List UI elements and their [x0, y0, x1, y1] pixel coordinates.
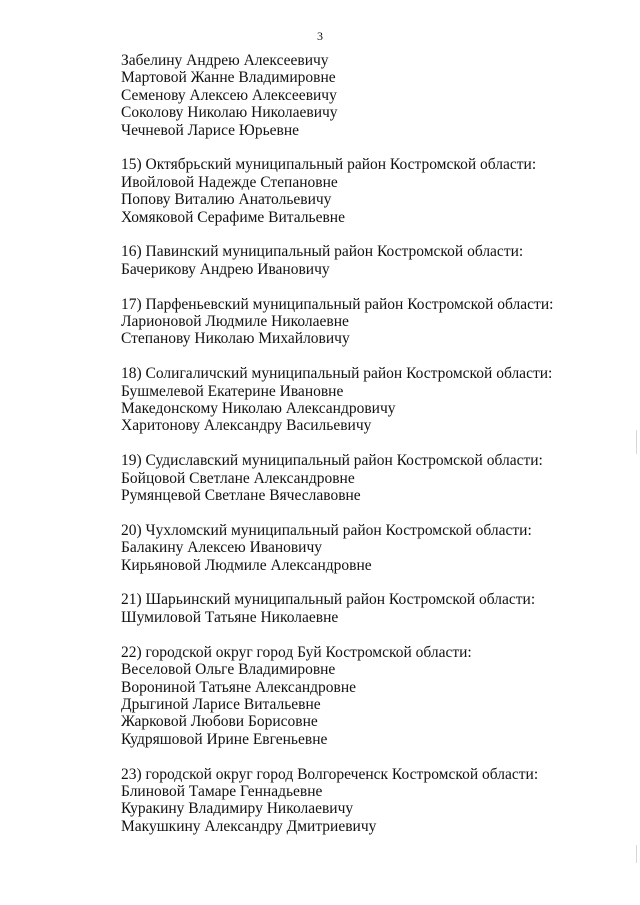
scan-artifact-line: [636, 845, 637, 863]
recipient-name: Кирьяновой Людмиле Александровне: [121, 556, 372, 574]
section-21: [121, 591, 621, 626]
district-heading: 22) городской округ город Буй Костромской области:: [121, 643, 472, 661]
recipient-name: Харитонову Александру Васильевичу: [121, 417, 372, 435]
recipient-name: Куракину Владимиру Николаевичу: [121, 800, 354, 818]
section-15: [121, 156, 621, 226]
recipient-name: Ларионовой Людмиле Николаевне: [121, 313, 349, 331]
section-20: [121, 522, 621, 574]
district-heading: 23) городской округ город Волгореченск Костромской области:: [121, 765, 539, 783]
section-18: [121, 365, 621, 435]
award-list: [121, 52, 621, 853]
recipient-name: Забелину Андрею Алексеевичу: [121, 52, 329, 69]
recipient-name: Веселовой Ольге Владимировне: [121, 661, 336, 679]
recipient-name: Блиновой Тамаре Геннадьевне: [121, 782, 323, 800]
section-16: [121, 243, 621, 278]
section-19: [121, 452, 621, 504]
recipient-name: Бачерикову Андрею Ивановичу: [121, 260, 330, 278]
district-heading: 15) Октябрьский муниципальный район Костромской области:: [121, 156, 537, 174]
page-number: 3: [317, 29, 323, 43]
recipient-name: Шумиловой Татьяне Николаевне: [121, 608, 339, 626]
recipient-name: Чечневой Ларисе Юрьевне: [121, 121, 300, 139]
district-heading: 17) Парфеньевский муниципальный район Костромской области:: [121, 295, 554, 313]
section-23: [121, 766, 621, 836]
district-heading: 21) Шарьинский муниципальный район Костромской области:: [121, 591, 536, 609]
recipient-name: Ивойловой Надежде Степановне: [121, 173, 338, 191]
district-heading: 19) Судиславский муниципальный район Костромской области:: [121, 452, 543, 470]
recipient-name: Дрыгиной Ларисе Витальевне: [121, 695, 321, 713]
recipient-name: Ворониной Татьяне Александровне: [121, 678, 357, 696]
recipient-name: Хомяковой Серафиме Витальевне: [121, 208, 345, 226]
recipient-name: Балакину Алексею Ивановичу: [121, 539, 323, 557]
recipient-name: Бушмелевой Екатерине Ивановне: [121, 382, 344, 400]
recipient-name: Степанову Николаю Михайловичу: [121, 330, 350, 348]
recipient-name: Попову Виталию Анатольевичу: [121, 191, 332, 209]
district-heading: 18) Солигаличский муниципальный район Костромской области:: [121, 365, 553, 383]
recipient-name: Соколову Николаю Николаевичу: [121, 104, 338, 122]
recipient-name: Макушкину Александру Дмитриевичу: [121, 817, 377, 835]
scan-artifact-line: [636, 430, 637, 454]
section-22: [121, 644, 621, 748]
recipient-name: Семенову Алексею Алексеевичу: [121, 86, 337, 104]
recipient-name: Румянцевой Светлане Вячеславовне: [121, 487, 361, 505]
section-17: [121, 296, 621, 348]
recipient-name: Жарковой Любови Борисовне: [121, 713, 318, 731]
section-continued: [121, 52, 621, 139]
district-heading: 16) Павинский муниципальный район Костромской области:: [121, 243, 524, 261]
recipient-name: Македонскому Николаю Александровичу: [121, 400, 396, 418]
recipient-name: Кудряшовой Ирине Евгеньевне: [121, 730, 328, 748]
recipient-name: Бойцовой Светлане Александровне: [121, 469, 355, 487]
district-heading: 20) Чухломский муниципальный район Костромской области:: [121, 521, 532, 539]
recipient-name: Мартовой Жанне Владимировне: [121, 69, 336, 87]
